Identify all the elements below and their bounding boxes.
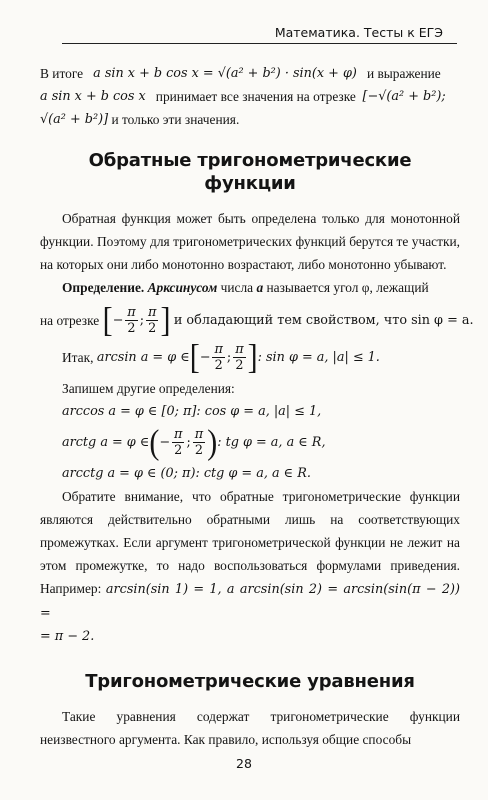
intro-line-2	[40, 85, 460, 108]
summary-label: Итак,	[62, 350, 94, 365]
semicolon: ;	[226, 350, 232, 365]
fraction-denominator: 2	[148, 321, 157, 336]
intro-formula: a sin x + b cos x = √(a² + b²) · sin(x + φ)	[93, 66, 357, 81]
paragraph-note	[40, 485, 460, 625]
fraction-neg-pi-2	[212, 342, 224, 373]
intro-interval-left: [−√(a² + b²);	[362, 89, 446, 104]
running-header-title: Математика. Тесты к ЕГЭ	[274, 25, 443, 40]
definition-text: числа	[220, 280, 254, 295]
fraction-numerator: π	[127, 305, 136, 320]
fraction-denominator: 2	[127, 321, 136, 336]
arctg-formula-start: arctg a = φ ∈	[62, 435, 150, 450]
definition-arcsin	[40, 276, 460, 299]
bracket-right: ]	[247, 337, 258, 376]
fraction-numerator: π	[174, 427, 183, 442]
arccos-definition: arccos a = φ ∈ [0; π]: cos φ = a, |a| ≤ 1,	[62, 404, 322, 419]
arctg-formula-end: : tg φ = a, a ∈ R,	[217, 435, 326, 450]
definition-variable: a	[256, 280, 264, 295]
definition-property: и обладающий тем свойством, что sin φ = a.	[173, 313, 474, 328]
note-text: Обратите внимание, что обратные тригонометрические функции являются действительно обратными лишь на соответствующих промежутках. Если аргумент тригонометрической функции не лежит на этом промежутке, то надо воспользоваться формулами приведения. Например:	[40, 489, 460, 596]
bracket-left: [	[102, 300, 113, 339]
fraction-denominator: 2	[214, 358, 223, 373]
intro-line-3	[40, 108, 460, 131]
fraction-denominator: 2	[174, 443, 183, 458]
section-title-inverse-trig: Обратные тригонометрические функции	[88, 150, 412, 194]
page-body	[40, 62, 474, 751]
semicolon: ;	[139, 313, 145, 328]
fraction-pi-2	[233, 342, 245, 373]
minus-sign: −	[199, 350, 211, 365]
intro-expression: a sin x + b cos x	[40, 89, 146, 104]
fraction-numerator: π	[235, 342, 244, 357]
summary-line	[62, 337, 460, 376]
arctg-definition	[62, 422, 460, 461]
semicolon: ;	[186, 435, 191, 450]
intro-text-2: принимает все значения на отрезке	[155, 89, 356, 104]
fraction-neg-pi-2	[172, 427, 184, 458]
running-header	[62, 22, 457, 44]
intro-text-mid: и выражение	[366, 66, 441, 81]
intro-interval-right: √(a² + b²)]	[40, 112, 109, 127]
fraction-denominator: 2	[235, 358, 244, 373]
paragraph-trig-equations: Такие уравнения содержат тригонометрические функции неизвестного аргумента. Как правило, используя общие способы	[40, 709, 460, 747]
intro-line-1	[40, 62, 460, 85]
fraction-denominator: 2	[194, 443, 204, 458]
minus-sign: −	[159, 435, 171, 450]
paren-left: (	[149, 422, 160, 461]
definition-text-2: называется угол φ, лежащий	[266, 280, 429, 295]
definition-interval-line	[40, 300, 474, 339]
other-definitions-label: Запишем другие определения:	[62, 381, 235, 396]
fraction-numerator: π	[194, 427, 204, 442]
definition-interval-label: на отрезке	[40, 313, 100, 328]
definition-label: Определение.	[62, 280, 145, 295]
fraction-neg-pi-2	[125, 305, 137, 336]
minus-sign: −	[112, 313, 124, 328]
bracket-left: [	[189, 337, 200, 376]
fraction-pi-2	[193, 427, 205, 458]
paren-right: )	[207, 422, 218, 461]
section-title-trig-equations: Тригонометрические уравнения	[85, 671, 415, 692]
example-result: = π − 2.	[40, 629, 95, 644]
bracket-right: ]	[160, 300, 171, 339]
summary-tail: : sin φ = a, |a| ≤ 1.	[257, 350, 380, 365]
arcctg-definition: arcctg a = φ ∈ (0; π): ctg φ = a, a ∈ R.	[62, 466, 311, 481]
example-formula: arcsin(sin 1) = 1, а arcsin(sin 2) = arcsin(sin(π − 2)) =	[40, 582, 460, 621]
fraction-pi-2	[146, 305, 158, 336]
fraction-numerator: π	[214, 342, 223, 357]
intro-text: В итоге	[40, 66, 84, 81]
paragraph-monotone: Обратная функция может быть определена только для монотонной функции. Поэтому для тригонометрических функций берутся те участки, на которых они либо монотонно возрастают, либо монотонно убывают.	[40, 211, 460, 272]
page-number: 28	[236, 756, 252, 771]
intro-text-end: и только эти значения.	[111, 112, 240, 127]
fraction-numerator: π	[148, 305, 157, 320]
definition-term: Арксинусом	[147, 280, 218, 295]
summary-formula: arcsin a = φ ∈	[96, 350, 190, 365]
